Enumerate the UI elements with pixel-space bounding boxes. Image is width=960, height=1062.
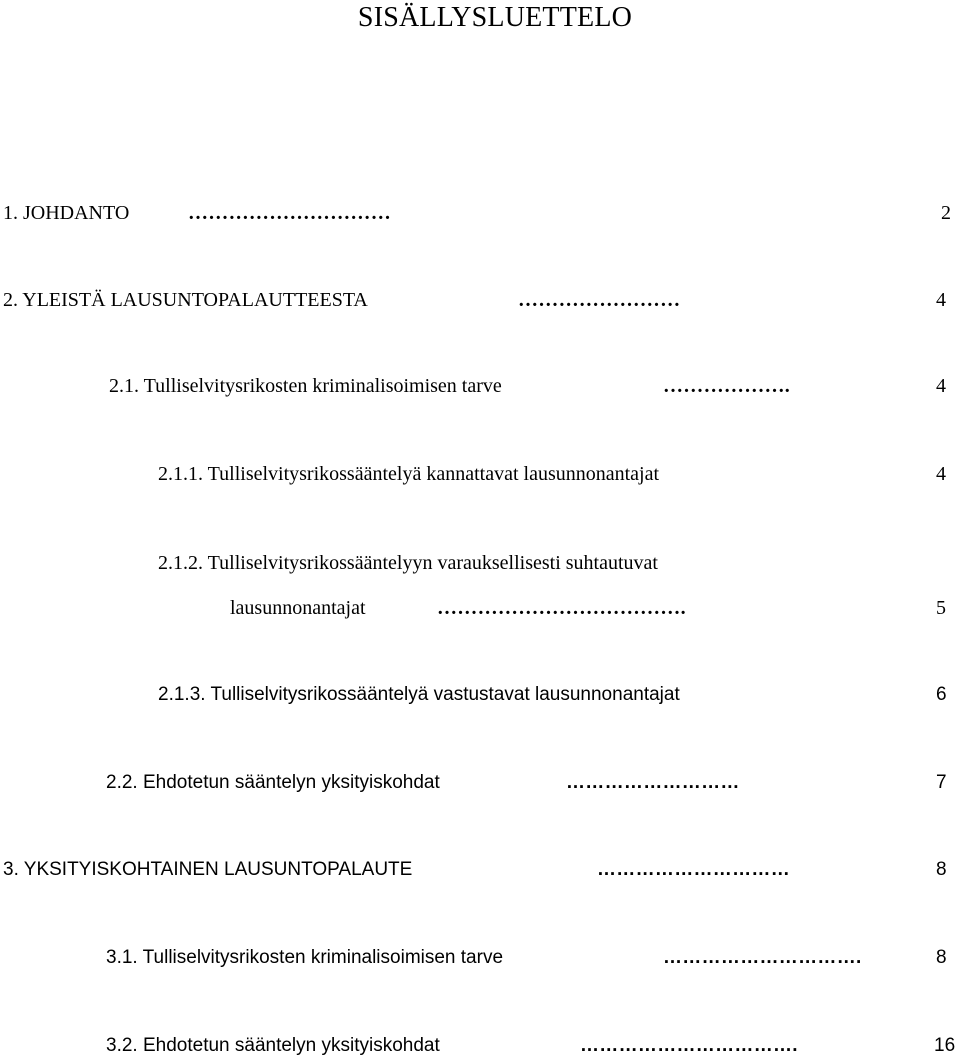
toc-page-number: 2	[941, 202, 951, 224]
toc-entry-label: 2.1.1. Tulliselvitysrikossääntelyä kannattavat lausunnonantajat	[158, 463, 660, 485]
toc-entry-2-1-2[interactable]	[0, 548, 960, 578]
toc-entry-label: 2.1.3. Tulliselvitysrikossääntelyä vastustavat lausunnonantajat	[158, 684, 680, 705]
toc-entry-3-1[interactable]	[0, 943, 960, 973]
toc-leader-dots: …………………………	[188, 202, 391, 224]
toc-page-number: 8	[936, 947, 947, 968]
toc-leader-dots: ……………………	[518, 289, 681, 311]
toc-entry-label: 2.1.2. Tulliselvitysrikossääntelyyn varauksellisesti suhtautuvat	[158, 552, 658, 574]
toc-page-number: 7	[936, 772, 947, 793]
toc-leader-dots: ………………………….	[663, 947, 862, 968]
toc-entry-label: 1. JOHDANTO	[3, 202, 130, 224]
toc-entry-label: 2.1. Tulliselvitysrikosten kriminalisoimisen tarve	[109, 375, 502, 397]
toc-page-number: 16	[934, 1035, 956, 1056]
toc-leader-dots: ………………………	[566, 772, 740, 793]
toc-entry-label: 2.2. Ehdotetun sääntelyn yksityiskohdat	[106, 772, 440, 793]
toc-entry-johdanto[interactable]	[0, 198, 960, 228]
toc-leader-dots: …………………………	[597, 859, 790, 880]
toc-page-number: 4	[936, 289, 946, 311]
toc-entry-2-1-3[interactable]	[0, 680, 960, 710]
toc-entry-label: 2. YLEISTÄ LAUSUNTOPALAUTTEESTA	[3, 289, 368, 311]
toc-entry-2-1-1[interactable]	[0, 459, 960, 489]
toc-entry-2-2[interactable]	[0, 768, 960, 798]
toc-leader-dots: ……………….	[663, 375, 791, 397]
toc-page-number: 4	[936, 375, 946, 397]
toc-entry-label: lausunnonantajat	[230, 597, 366, 619]
toc-entry-2-1-2-continued[interactable]	[0, 593, 960, 623]
toc-page-number: 5	[936, 597, 946, 619]
toc-entry-yksityiskohtainen-lausuntopalaute[interactable]	[0, 855, 960, 885]
toc-page-number: 6	[936, 684, 947, 705]
toc-page-number: 8	[936, 859, 947, 880]
toc-entry-label: 3.1. Tulliselvitysrikosten kriminalisoimisen tarve	[106, 947, 504, 968]
toc-leader-dots: …………………………….	[580, 1035, 798, 1056]
toc-page-number: 4	[936, 463, 946, 485]
toc-entry-label: 3.2. Ehdotetun sääntelyn yksityiskohdat	[106, 1035, 440, 1056]
toc-leader-dots: ……………………………….	[437, 597, 686, 619]
toc-entry-2-1[interactable]	[0, 371, 960, 401]
page-title: SISÄLLYSLUETTELO	[357, 2, 633, 33]
toc-entry-label: 3. YKSITYISKOHTAINEN LAUSUNTOPALAUTE	[3, 859, 413, 880]
toc-entry-yleista-lausuntopalautteesta[interactable]	[0, 285, 960, 315]
toc-entry-3-2[interactable]	[0, 1031, 960, 1061]
